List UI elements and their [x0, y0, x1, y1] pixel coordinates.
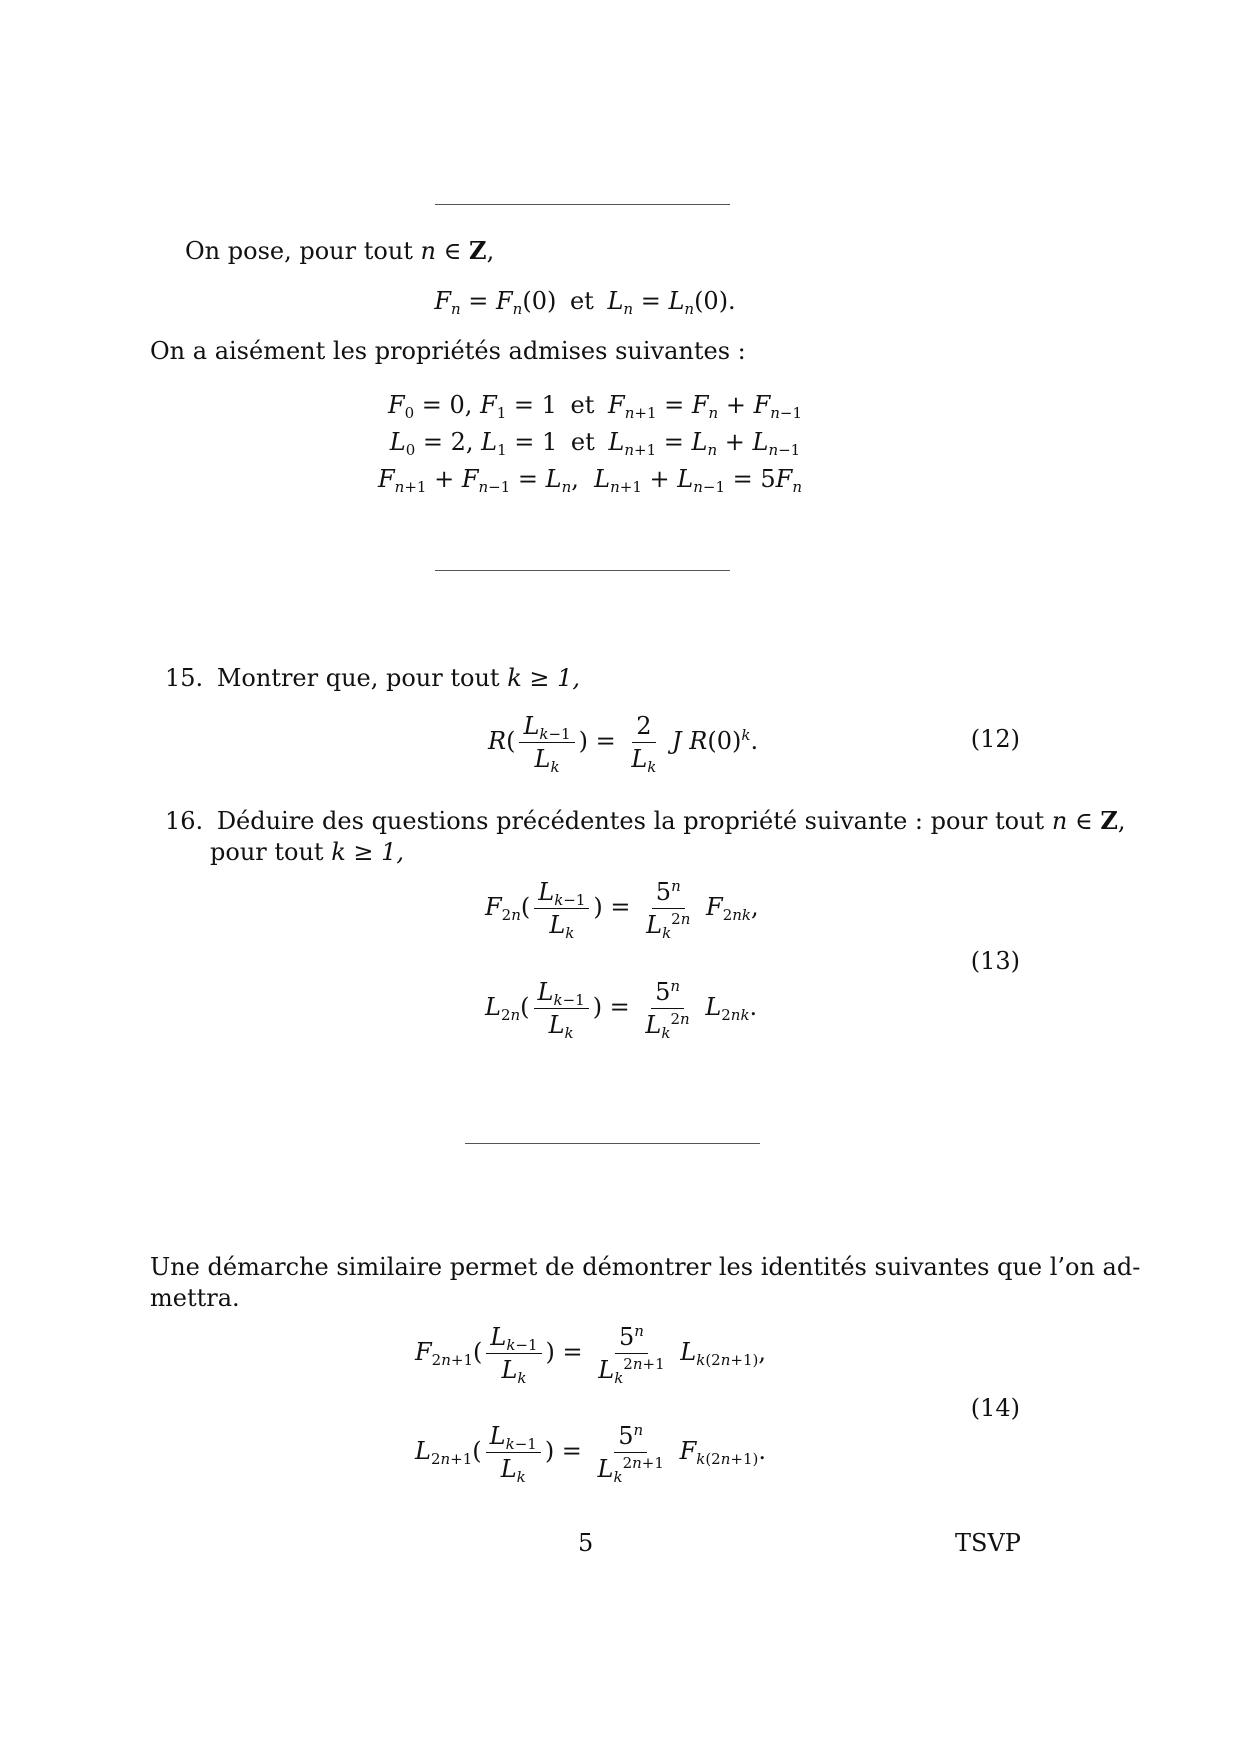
- equation-number-12: (12): [970, 725, 1020, 753]
- question-text: Montrer que, pour tout: [216, 664, 508, 692]
- question-15: 15. Montrer que, pour tout k ≥ 1,: [165, 664, 581, 692]
- question-number: 16.: [165, 807, 204, 835]
- tsvp-label: TSVP: [955, 1529, 1021, 1557]
- question-16-line-2: pour tout k ≥ 1,: [210, 838, 405, 866]
- intro-line-1: On pose, pour tout n ∈ Z,: [185, 236, 495, 265]
- equation-13a: $F_{2n}$( $\frac{L_{k-1}}{L_k}$ ) = $\frac{5^n}{L_k^{2n}}$ $F_{2nk}$,: [485, 877, 759, 942]
- separator-rule-1: [435, 204, 730, 205]
- definition-equation: $F_n = F_n(0)$ et $L_n = L_n(0)$.: [434, 287, 736, 318]
- question-text: Déduire des questions précédentes la propriété suivante : pour tout: [216, 807, 1052, 835]
- intro-text: On pose, pour tout: [185, 237, 421, 265]
- separator-rule-3: [465, 1143, 760, 1144]
- equation-14b: $L_{2n+1}$( $\frac{L_{k-1}}{L_k}$ ) = $\frac{5^n}{L_k^{2n+1}}$ $F_{k(2n+1)}$.: [415, 1421, 766, 1486]
- equation-number-14: (14): [970, 1394, 1020, 1422]
- property-relations: $F_{n+1} + F_{n-1} = L_n$, $L_{n+1} + L_{n-1} = 5F_n$: [378, 465, 802, 496]
- outro-line-2: mettra.: [150, 1284, 240, 1312]
- separator-rule-2: [435, 570, 730, 571]
- property-lucas: $L_0 = 2$, $L_1 = 1$ et $L_{n+1} = L_n + L_{n-1}$: [389, 428, 801, 459]
- question-number: 15.: [165, 664, 204, 692]
- equation-number-13: (13): [970, 947, 1020, 975]
- property-fibonacci: $F_0 = 0$, $F_1 = 1$ et $F_{n+1} = F_n + F_{n-1}$: [387, 391, 803, 422]
- equation-14a: $F_{2n+1}$( $\frac{L_{k-1}}{L_k}$ ) = $\frac{5^n}{L_k^{2n+1}}$ $L_{k(2n+1)}$,: [415, 1322, 766, 1387]
- intro-line-2: On a aisément les propriétés admises suivantes :: [150, 337, 746, 365]
- outro-line-1: Une démarche similaire permet de démontrer les identités suivantes que l’on ad-: [150, 1253, 1141, 1281]
- question-16: 16. Déduire des questions précédentes la propriété suivante : pour tout n ∈ Z,: [165, 806, 1126, 835]
- equation-13b: $L_{2n}$( $\frac{L_{k-1}}{L_k}$ ) = $\frac{5^n}{L_k^{2n}}$ $L_{2nk}$.: [485, 977, 758, 1042]
- equation-12: R( $\frac{L_{k-1}}{L_k}$ ) = $\frac{2}{L_k}$ J $R(0)^k$.: [488, 712, 759, 776]
- page-number: 5: [578, 1529, 594, 1557]
